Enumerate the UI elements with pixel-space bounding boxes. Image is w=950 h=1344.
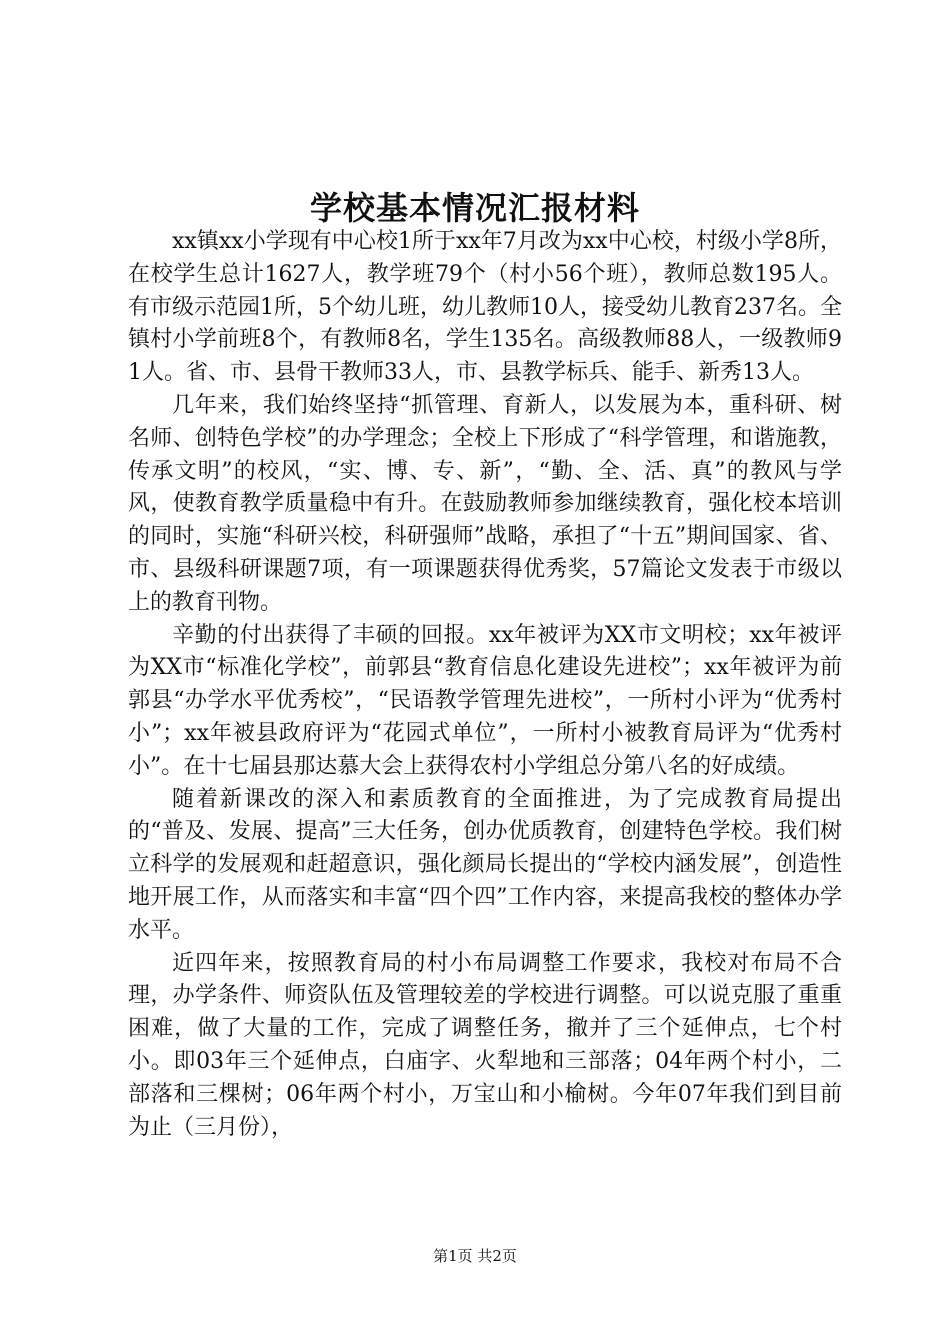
paragraph: 辛勤的付出获得了丰硕的回报。xx年被评为XX市文明校；xx年被评为XX市“标准化学校”，前郭县“教育信息化建设先进校”；xx年被评为前郭县“办学水平优秀校”，“民语教学管理先进校”，一所村小评为“优秀村小”；xx年被县政府评为“花园式单位”，一所村小被教育局评为“优秀村小”。在十七届县那达慕大会上获得农村小学组总分第八名的好成绩。 (128, 622, 842, 779)
paragraph: 随着新课改的深入和素质教育的全面推进，为了完成教育局提出的“普及、发展、提高”三大任务，创办优质教育，创建特色学校。我们树立科学的发展观和赶超意识，强化颜局长提出的“学校内涵发展”，创造性地开展工作，从而落实和丰富“四个四”工作内容，来提高我校的整体办学水平。 (128, 786, 842, 943)
paragraph: xx镇xx小学现有中心校1所于xx年7月改为xx中心校，村级小学8所，在校学生总计1627人，教学班79个（村小56个班），教师总数195人。有市级示范园1所，5个幼儿班，幼儿教师10人，接受幼儿教育237名。全镇村小学前班8个，有教师8名，学生135名。高级教师88人，一级教师91人。省、市、县骨干教师33人，市、县教学标兵、能手、新秀13人。 (128, 229, 842, 386)
document-body (128, 226, 842, 1144)
page-footer: 第1页 共2页 (433, 1247, 517, 1265)
paragraph: 几年来，我们始终坚持“抓管理、育新人，以发展为本，重科研、树名师、创特色学校”的办学理念；全校上下形成了“科学管理，和谐施教，传承文明”的校风，“实、博、专、新”，“勤、全、活、真”的教风与学风，使教育教学质量稳中有升。在鼓励教师参加继续教育，强化校本培训的同时，实施“科研兴校，科研强师”战略，承担了“十五”期间国家、省、市、县级科研课题7项，有一项课题获得优秀奖，57篇论文发表于市级以上的教育刊物。 (128, 392, 842, 615)
document-title: 学校基本情况汇报材料 (309, 189, 640, 227)
paragraph: 近四年来，按照教育局的村小布局调整工作要求，我校对布局不合理，办学条件、师资队伍及管理较差的学校进行调整。可以说克服了重重困难，做了大量的工作，完成了调整任务，撤并了三个延伸点，七个村小。即03年三个延伸点，白庙字、火犁地和三部落；04年两个村小，二部落和三棵树；06年两个村小，万宝山和小榆树。今年07年我们到目前为止（三月份）， (128, 950, 842, 1140)
